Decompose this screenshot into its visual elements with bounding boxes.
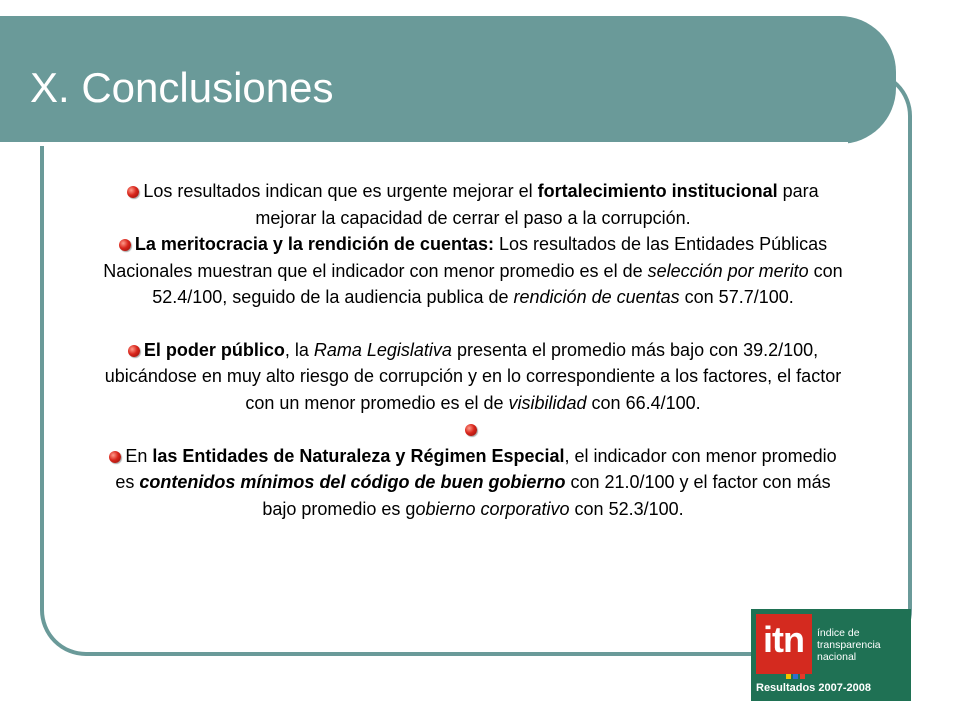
slide-title: X. Conclusiones <box>30 64 334 111</box>
logo-dot-yellow <box>786 674 791 679</box>
logo-line-2: transparencia <box>817 639 881 651</box>
logo-name <box>817 627 881 663</box>
text-span: con 57.7/100. <box>679 287 794 307</box>
italic-text: visibilidad <box>508 392 587 413</box>
slide-content <box>100 178 846 522</box>
bold-text: fortalecimiento institucional <box>537 181 778 201</box>
logo-mark: itn <box>763 619 804 660</box>
italic-text: rendición de cuentas <box>513 287 680 307</box>
bold-text: las Entidades de Naturaleza y Régimen Especial <box>152 445 565 466</box>
text-span: con 21.0/100 y el factor con más bajo promedio es g <box>262 472 831 519</box>
italic-text: obierno corporativo <box>415 498 570 519</box>
text-span: con 66.4/100. <box>586 392 701 413</box>
paragraph-3 <box>100 337 846 417</box>
itn-logo <box>751 609 911 701</box>
text-span: En <box>125 445 153 466</box>
logo-dot-blue <box>793 674 798 679</box>
paragraph-2 <box>100 231 846 311</box>
text-span: , la <box>284 339 314 360</box>
title-bar <box>0 16 896 144</box>
text-span: Los resultados de las Entidades Públicas Nacionales muestran que el indicador con menor promedio es el de <box>103 234 828 281</box>
italic-text: selección por merito <box>647 260 809 281</box>
logo-line-3: nacional <box>817 651 857 663</box>
text-span: presenta el promedio más bajo con 39.2/100, ubicándose en muy alto riesgo de corrupción y en lo correspondiente a los factores, el factor con un menor promedio es el de <box>104 339 842 413</box>
logo-line-1: índice de <box>817 627 860 639</box>
text-span: , el indicador con menor promedio es <box>115 445 837 492</box>
spacer <box>100 311 846 337</box>
bold-text: La meritocracia y la rendición de cuentas: <box>134 234 494 254</box>
empty-bullet-line <box>100 416 846 443</box>
paragraph-1 <box>100 178 846 231</box>
text-span: para mejorar la capacidad de cerrar el paso a la corrupción. <box>255 181 819 228</box>
bullet-icon <box>128 345 140 357</box>
bullet-icon <box>119 239 131 251</box>
logo-red-block <box>756 614 812 674</box>
bold-text: El poder público <box>143 339 285 360</box>
italic-text: Rama Legislativa <box>313 339 452 360</box>
bullet-icon <box>127 186 139 198</box>
text-span: con 52.3/100. <box>569 498 684 519</box>
text-span: con 52.4/100, seguido de la audiencia publica de <box>152 260 843 307</box>
logo-dot-red <box>800 674 805 679</box>
text-span: Los resultados indican que es urgente mejorar el <box>143 181 538 201</box>
bold-italic-text: contenidos mínimos del código de buen gobierno <box>139 472 566 492</box>
title-underline <box>0 142 848 146</box>
paragraph-4 <box>100 443 846 523</box>
bullet-icon <box>109 451 121 463</box>
bullet-icon <box>465 424 477 436</box>
logo-results: Resultados 2007-2008 <box>756 682 871 694</box>
